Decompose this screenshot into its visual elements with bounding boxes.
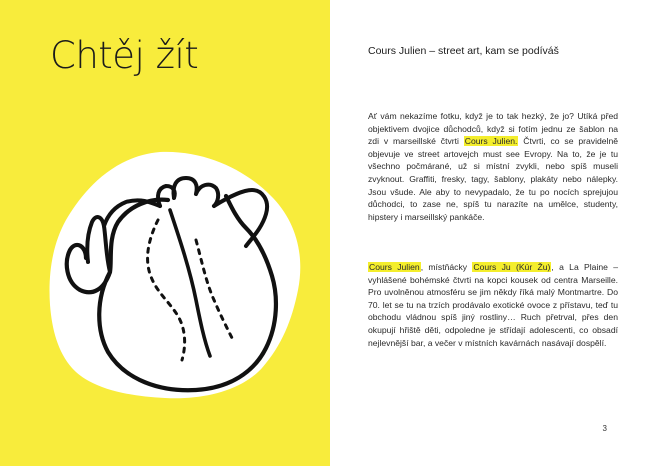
paragraph-2 — [368, 261, 618, 349]
highlight-cours-ju: Cours Ju (Kúr Žu) — [473, 262, 551, 272]
paragraph-1-text-a: Ať vám nekazíme fotku, když je to tak hezký, že jo? Utíká před objektivem dvojice důchodců, když si fotím jednu ze šablon na zdi v marseillské čtvrti — [368, 111, 618, 147]
page-title: Chtěj žít — [50, 34, 199, 77]
page-number: 3 — [602, 424, 607, 433]
highlight-cours-julien-2: Cours Julien — [369, 262, 420, 272]
paragraph-1 — [368, 110, 618, 223]
section-subtitle: Cours Julien – street art, kam se podíváš — [368, 45, 559, 57]
paragraph-2-text-b: , a La Plaine – vyhlášené bohémské čtvrti na kopci kousek od centra Marseille. Pro uvolněnou atmosféru se jim někdy říká malý Montmartre. Do 70. let se tu na trzích prodávalo exotické ovoce z přístavu, teď tu obchodu vládnou spíš jiný rostliny… Ruch přetrval, přes den okupují hřiště děti, odpoledne je střídají adolescenti, co obsadí nejlevnější bar, a večer v místních kavárnách nasávají dospělí. — [368, 262, 618, 348]
paragraph-1-text-b: Čtvrti, co se pravidelně objevuje ve street artovejch must see Evropy. Na to, že je tu všechno počmárané, už si místní zvykli, nebo spíš museli zvyknout. Graffiti, fresky, tagy, šablony, plakáty nebo nálepky. Jsou všude. Ale aby to nevypadalo, že tu po nocích sprejujou důchodci, to zase ne, spíš tu narazíte na umělce, studenty, hipstery i marseillský pankáče. — [368, 136, 619, 222]
right-page — [330, 0, 660, 466]
paragraph-2-text-a: , místňácky — [420, 262, 473, 272]
highlight-cours-julien: Cours Julien. — [464, 136, 518, 147]
